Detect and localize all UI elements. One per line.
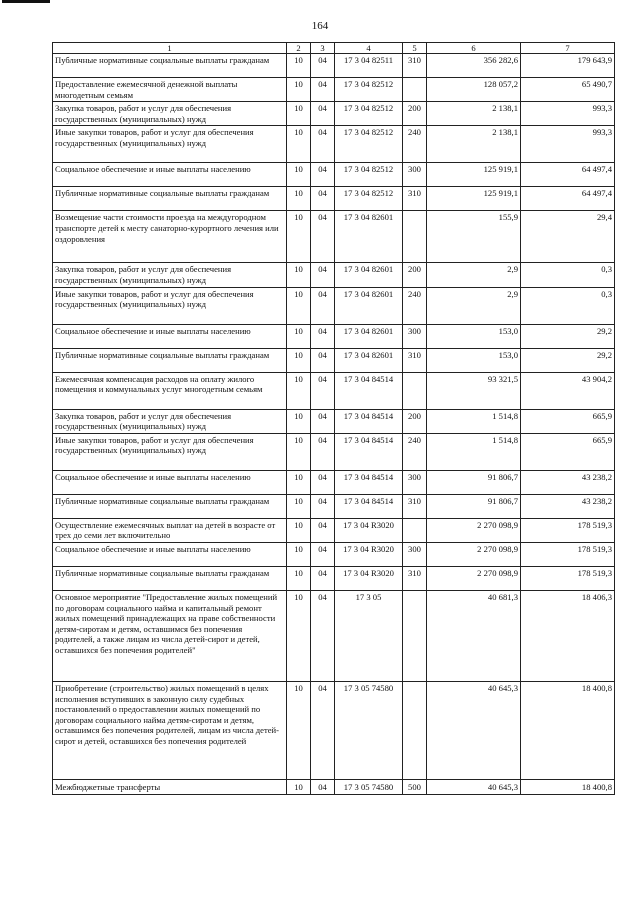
row-expense-type: 300 [403,324,427,348]
row-value-7: 29,2 [521,348,615,372]
row-name: Межбюджетные трансферты [53,779,287,794]
row-value-7: 993,3 [521,126,615,163]
row-value-6: 125 919,1 [427,163,521,187]
row-subsection: 04 [311,126,335,163]
row-subsection: 04 [311,779,335,794]
row-section: 10 [287,494,311,518]
row-name: Возмещение части стоимости проезда на междугородном транспорте детей к месту санаторно-курортного лечения или оздоровления [53,211,287,263]
row-section: 10 [287,470,311,494]
table-row [53,409,615,433]
row-expense-type: 310 [403,54,427,78]
row-target-code: 17 3 05 74580 [335,681,403,779]
row-value-6: 2,9 [427,263,521,287]
row-name: Закупка товаров, работ и услуг для обеспечения государственных (муниципальных) нужд [53,263,287,287]
row-target-code: 17 3 04 R3020 [335,518,403,542]
row-section: 10 [287,372,311,409]
header-col-2: 2 [287,43,311,54]
row-target-code: 17 3 04 84514 [335,372,403,409]
row-value-6: 2 138,1 [427,102,521,126]
table-row [53,102,615,126]
row-target-code: 17 3 04 82601 [335,287,403,324]
row-subsection: 04 [311,287,335,324]
row-subsection: 04 [311,542,335,566]
row-expense-type: 240 [403,287,427,324]
table-row [53,163,615,187]
table-row [53,494,615,518]
row-value-7: 43 904,2 [521,372,615,409]
row-name: Социальное обеспечение и иные выплаты населению [53,163,287,187]
row-value-6: 155,9 [427,211,521,263]
header-col-4: 4 [335,43,403,54]
row-section: 10 [287,102,311,126]
row-subsection: 04 [311,372,335,409]
row-name: Публичные нормативные социальные выплаты гражданам [53,566,287,590]
row-subsection: 04 [311,163,335,187]
row-target-code: 17 3 04 82601 [335,211,403,263]
row-subsection: 04 [311,324,335,348]
table-row [53,681,615,779]
row-value-6: 93 321,5 [427,372,521,409]
row-value-6: 40 681,3 [427,590,521,681]
table-row [53,54,615,78]
row-section: 10 [287,187,311,211]
row-name: Социальное обеспечение и иные выплаты населению [53,470,287,494]
row-name: Осуществление ежемесячных выплат на детей в возрасте от трех до семи лет включительно [53,518,287,542]
table-row [53,211,615,263]
row-expense-type [403,681,427,779]
row-expense-type [403,211,427,263]
row-section: 10 [287,348,311,372]
row-subsection: 04 [311,590,335,681]
row-target-code: 17 3 04 84514 [335,494,403,518]
row-subsection: 04 [311,263,335,287]
row-value-6: 2 270 098,9 [427,518,521,542]
row-value-7: 178 519,3 [521,542,615,566]
row-name: Иные закупки товаров, работ и услуг для обеспечения государственных (муниципальных) нужд [53,287,287,324]
table-row [53,590,615,681]
row-subsection: 04 [311,566,335,590]
row-value-7: 0,3 [521,287,615,324]
row-subsection: 04 [311,211,335,263]
row-expense-type [403,518,427,542]
row-subsection: 04 [311,494,335,518]
table-row [53,263,615,287]
table-row [53,779,615,794]
row-subsection: 04 [311,518,335,542]
row-target-code: 17 3 04 R3020 [335,566,403,590]
row-value-7: 43 238,2 [521,470,615,494]
row-value-6: 1 514,8 [427,433,521,470]
row-value-6: 125 919,1 [427,187,521,211]
row-value-7: 665,9 [521,433,615,470]
row-expense-type: 240 [403,126,427,163]
row-value-6: 153,0 [427,348,521,372]
row-value-7: 29,2 [521,324,615,348]
row-value-7: 665,9 [521,409,615,433]
row-value-7: 64 497,4 [521,163,615,187]
row-section: 10 [287,681,311,779]
row-value-6: 1 514,8 [427,409,521,433]
row-name: Иные закупки товаров, работ и услуг для обеспечения государственных (муниципальных) нужд [53,126,287,163]
row-value-7: 179 643,9 [521,54,615,78]
row-name: Публичные нормативные социальные выплаты гражданам [53,187,287,211]
row-name: Социальное обеспечение и иные выплаты населению [53,324,287,348]
row-value-7: 18 400,8 [521,779,615,794]
table-row [53,470,615,494]
row-value-6: 91 806,7 [427,494,521,518]
row-subsection: 04 [311,54,335,78]
row-expense-type: 200 [403,263,427,287]
row-value-6: 2 138,1 [427,126,521,163]
page-number: 164 [311,20,329,32]
row-subsection: 04 [311,433,335,470]
row-section: 10 [287,263,311,287]
table-row [53,287,615,324]
row-subsection: 04 [311,187,335,211]
row-name: Публичные нормативные социальные выплаты гражданам [53,54,287,78]
row-target-code: 17 3 04 82511 [335,54,403,78]
row-target-code: 17 3 04 84514 [335,433,403,470]
row-section: 10 [287,163,311,187]
table-row [53,126,615,163]
row-section: 10 [287,287,311,324]
row-section: 10 [287,779,311,794]
row-expense-type: 310 [403,187,427,211]
row-expense-type: 310 [403,566,427,590]
table-row [53,518,615,542]
row-section: 10 [287,409,311,433]
row-value-6: 153,0 [427,324,521,348]
row-target-code: 17 3 04 82601 [335,348,403,372]
table-row [53,566,615,590]
row-expense-type: 500 [403,779,427,794]
row-expense-type: 240 [403,433,427,470]
row-section: 10 [287,324,311,348]
row-value-7: 43 238,2 [521,494,615,518]
row-target-code: 17 3 04 84514 [335,409,403,433]
row-value-7: 64 497,4 [521,187,615,211]
row-expense-type [403,590,427,681]
row-value-6: 91 806,7 [427,470,521,494]
row-target-code: 17 3 04 R3020 [335,542,403,566]
row-value-6: 2 270 098,9 [427,566,521,590]
row-value-6: 2 270 098,9 [427,542,521,566]
row-target-code: 17 3 05 74580 [335,779,403,794]
row-name: Публичные нормативные социальные выплаты гражданам [53,494,287,518]
header-row [53,43,615,54]
table-row [53,78,615,102]
header-col-1: 1 [53,43,287,54]
row-value-7: 0,3 [521,263,615,287]
row-name: Публичные нормативные социальные выплаты гражданам [53,348,287,372]
row-expense-type [403,78,427,102]
row-expense-type: 200 [403,409,427,433]
header-col-3: 3 [311,43,335,54]
row-expense-type: 310 [403,494,427,518]
row-section: 10 [287,433,311,470]
corner-mark [2,0,50,3]
row-value-7: 65 490,7 [521,78,615,102]
row-name: Предоставление ежемесячной денежной выплаты многодетным семьям [53,78,287,102]
row-subsection: 04 [311,348,335,372]
table-row [53,187,615,211]
row-section: 10 [287,518,311,542]
row-expense-type: 200 [403,102,427,126]
table-row [53,372,615,409]
row-name: Основное мероприятие "Предоставление жилых помещений по договорам социального найма и капитальный ремонт жилых помещений принадлежащих на праве собственности детям-сиротам и детям, оставшимся без попечения родителей, а также лицам из числа детей-сирот и детей, оставшихся без попечения родителей" [53,590,287,681]
row-value-6: 40 645,3 [427,681,521,779]
row-subsection: 04 [311,409,335,433]
row-value-6: 128 057,2 [427,78,521,102]
row-expense-type: 300 [403,470,427,494]
row-value-6: 40 645,3 [427,779,521,794]
header-col-6: 6 [427,43,521,54]
row-value-7: 18 400,8 [521,681,615,779]
row-name: Социальное обеспечение и иные выплаты населению [53,542,287,566]
row-value-6: 2,9 [427,287,521,324]
row-value-7: 178 519,3 [521,566,615,590]
table-row [53,324,615,348]
row-target-code: 17 3 04 84514 [335,470,403,494]
row-section: 10 [287,566,311,590]
header-col-7: 7 [521,43,615,54]
row-name: Ежемесячная компенсация расходов на оплату жилого помещения и коммунальных услуг многодетным семьям [53,372,287,409]
row-expense-type: 300 [403,163,427,187]
row-section: 10 [287,78,311,102]
row-value-7: 993,3 [521,102,615,126]
row-section: 10 [287,211,311,263]
table-row [53,542,615,566]
row-section: 10 [287,126,311,163]
row-value-7: 18 406,3 [521,590,615,681]
row-expense-type: 300 [403,542,427,566]
row-subsection: 04 [311,470,335,494]
row-value-6: 356 282,6 [427,54,521,78]
row-value-7: 178 519,3 [521,518,615,542]
row-target-code: 17 3 04 82601 [335,263,403,287]
row-target-code: 17 3 04 82601 [335,324,403,348]
row-target-code: 17 3 04 82512 [335,78,403,102]
row-expense-type [403,372,427,409]
row-expense-type: 310 [403,348,427,372]
row-target-code: 17 3 04 82512 [335,187,403,211]
budget-table [52,42,615,795]
row-target-code: 17 3 05 [335,590,403,681]
table-row [53,348,615,372]
row-section: 10 [287,542,311,566]
row-value-7: 29,4 [521,211,615,263]
header-col-5: 5 [403,43,427,54]
table-row [53,433,615,470]
row-target-code: 17 3 04 82512 [335,163,403,187]
row-name: Закупка товаров, работ и услуг для обеспечения государственных (муниципальных) нужд [53,102,287,126]
row-name: Закупка товаров, работ и услуг для обеспечения государственных (муниципальных) нужд [53,409,287,433]
row-subsection: 04 [311,78,335,102]
row-section: 10 [287,590,311,681]
row-section: 10 [287,54,311,78]
row-name: Иные закупки товаров, работ и услуг для обеспечения государственных (муниципальных) нужд [53,433,287,470]
row-subsection: 04 [311,681,335,779]
row-target-code: 17 3 04 82512 [335,126,403,163]
row-subsection: 04 [311,102,335,126]
row-name: Приобретение (строительство) жилых помещений в целях исполнения вступивших в законную силу судебных постановлений о предоставлении жилых помещений по договорам социального найма детям-сиротам и детям, оставшимся без попечения родителей, лицам из числа детей-сирот и детей, оставшихся без попечения родителей [53,681,287,779]
row-target-code: 17 3 04 82512 [335,102,403,126]
